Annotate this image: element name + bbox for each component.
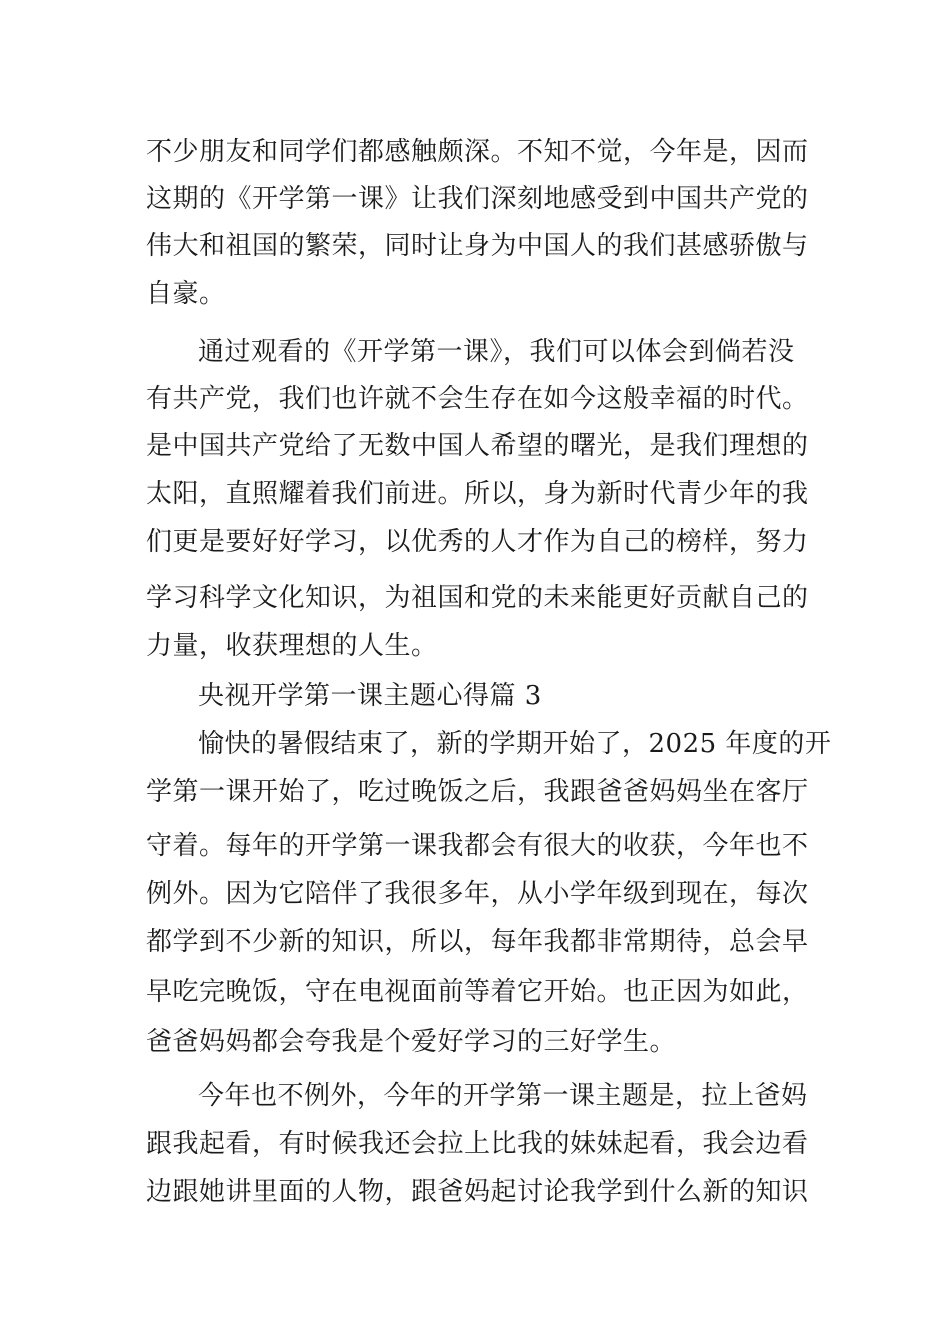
- text-line: 伟大和祖国的繁荣，同时让身为中国人的我们甚感骄傲与: [146, 231, 809, 261]
- text-line: 爸爸妈妈都会夸我是个爱好学习的三好学生。: [146, 1027, 677, 1057]
- text-line: 们更是要好好学习，以优秀的人才作为自己的榜样，努力: [146, 527, 809, 557]
- text-line: 是中国共产党给了无数中国人希望的曙光，是我们理想的: [146, 431, 809, 461]
- text-line: 学习科学文化知识，为祖国和党的未来能更好贡献自己的: [146, 583, 809, 613]
- paragraph-first-line: 愉快的暑假结束了，新的学期开始了，2025 年度的开: [198, 729, 832, 759]
- text-line: 例外。因为它陪伴了我很多年，从小学年级到现在，每次: [146, 879, 809, 909]
- text-line: 守着。每年的开学第一课我都会有很大的收获，今年也不: [146, 831, 809, 861]
- text-line: 这期的《开学第一课》让我们深刻地感受到中国共产党的: [146, 184, 809, 214]
- text-line: 力量，收获理想的人生。: [146, 631, 438, 661]
- text-line: 自豪。: [146, 279, 226, 309]
- text-line: 早吃完晚饭，守在电视面前等着它开始。也正因为如此，: [146, 977, 809, 1007]
- text-line: 边跟她讲里面的人物，跟爸妈起讨论我学到什么新的知识: [146, 1177, 809, 1207]
- paragraph-first-line: 今年也不例外，今年的开学第一课主题是，拉上爸妈: [198, 1081, 808, 1111]
- text-line: 都学到不少新的知识，所以，每年我都非常期待，总会早: [146, 927, 809, 957]
- paragraph-first-line: 通过观看的《开学第一课》，我们可以体会到倘若没: [198, 337, 795, 367]
- text-line: 有共产党，我们也许就不会生存在如今这般幸福的时代。: [146, 384, 809, 414]
- text-line: 跟我起看，有时候我还会拉上比我的妹妹起看，我会边看: [146, 1129, 809, 1159]
- text-line: 学第一课开始了，吃过晚饭之后，我跟爸爸妈妈坐在客厅: [146, 777, 809, 807]
- text-line: 太阳，直照耀着我们前进。所以，身为新时代青少年的我: [146, 479, 809, 509]
- section-heading: 央视开学第一课主题心得篇 3: [198, 681, 542, 711]
- text-line: 不少朋友和同学们都感触颇深。不知不觉，今年是，因而: [146, 137, 809, 167]
